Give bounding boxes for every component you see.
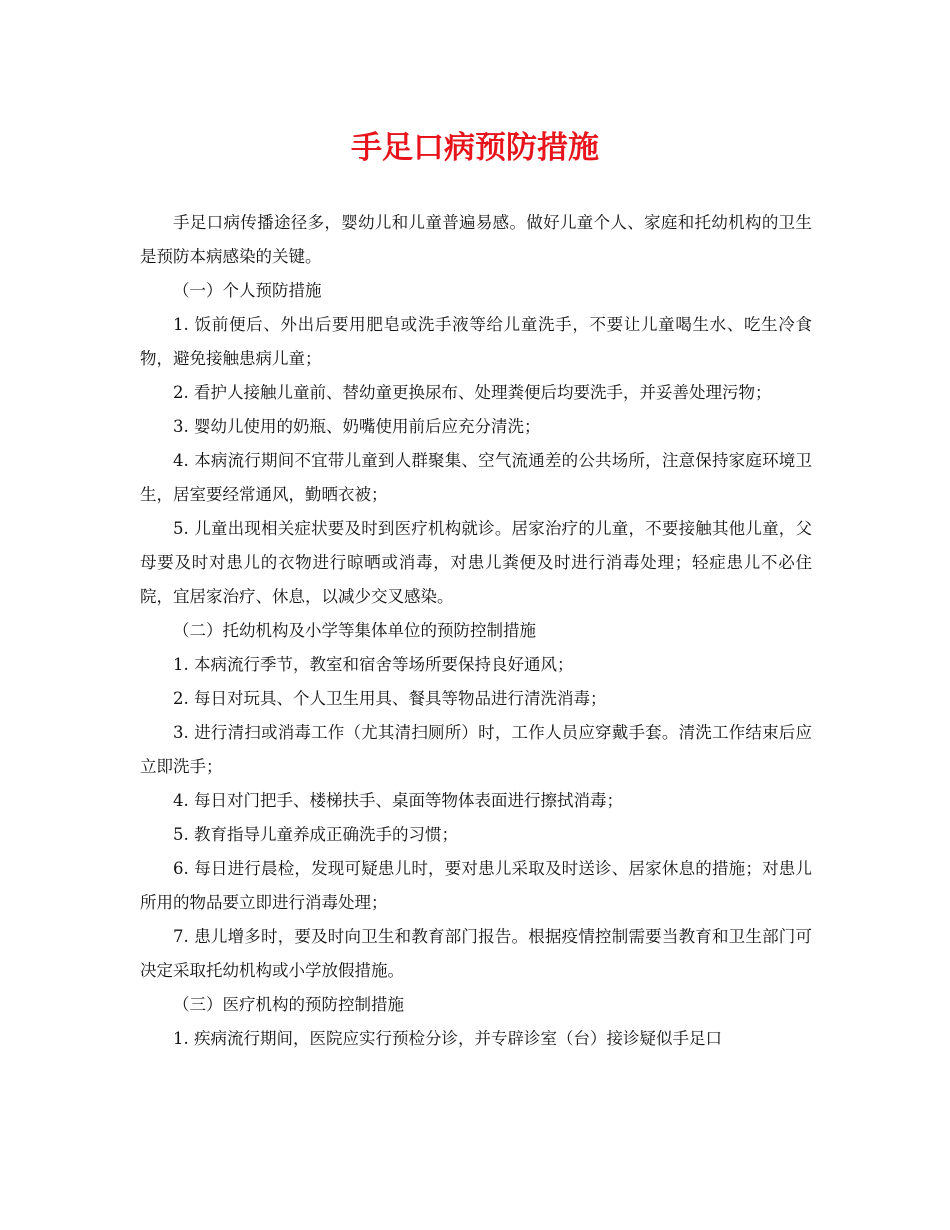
document-body [140,206,812,1056]
list-item: 3. 进行清扫或消毒工作（尤其清扫厕所）时，工作人员应穿戴手套。清洗工作结束后应立即洗手； [140,723,812,776]
list-item: 5. 儿童出现相关症状要及时到医疗机构就诊。居家治疗的儿童，不要接触其他儿童，父母要及时对患儿的衣物进行晾晒或消毒，对患儿粪便及时进行消毒处理；轻症患儿不必住院，宜居家治疗、休息，以减少交叉感染。 [140,519,812,606]
section-heading-medical: （三）医疗机构的预防控制措施 [173,995,404,1014]
list-item: 7. 患儿增多时，要及时向卫生和教育部门报告。根据疫情控制需要当教育和卫生部门可决定采取托幼机构或小学放假措施。 [140,927,812,980]
list-item: 2. 每日对玩具、个人卫生用具、餐具等物品进行清洗消毒； [173,689,607,708]
list-item: 4. 本病流行期间不宜带儿童到人群聚集、空气流通差的公共场所，注意保持家庭环境卫生，居室要经常通风，勤晒衣被； [140,451,812,504]
list-item: 2. 看护人接触儿童前、替幼童更换尿布、处理粪便后均要洗手，并妥善处理污物； [173,383,772,402]
document-title: 手足口病预防措施 [351,130,599,166]
section-heading-institutions: （二）托幼机构及小学等集体单位的预防控制措施 [173,621,536,640]
list-item: 6. 每日进行晨检，发现可疑患儿时，要对患儿采取及时送诊、居家休息的措施；对患儿所用的物品要立即进行消毒处理； [140,859,812,912]
list-item: 1. 饭前便后、外出后要用肥皂或洗手液等给儿童洗手，不要让儿童喝生水、吃生冷食物，避免接触患病儿童； [140,315,812,368]
list-item: 5. 教育指导儿童养成正确洗手的习惯； [173,825,458,844]
list-item: 3. 婴幼儿使用的奶瓶、奶嘴使用前后应充分清洗； [173,417,541,436]
list-item: 1. 疾病流行期间，医院应实行预检分诊，并专辟诊室（台）接诊疑似手足口 [173,1029,722,1048]
section-heading-personal: （一）个人预防措施 [173,281,322,300]
list-item: 4. 每日对门把手、楼梯扶手、桌面等物体表面进行擦拭消毒； [173,791,623,810]
list-item: 1. 本病流行季节，教室和宿舍等场所要保持良好通风； [173,655,574,674]
intro-paragraph: 手足口病传播途径多，婴幼儿和儿童普遍易感。做好儿童个人、家庭和托幼机构的卫生是预防本病感染的关键。 [140,213,812,266]
